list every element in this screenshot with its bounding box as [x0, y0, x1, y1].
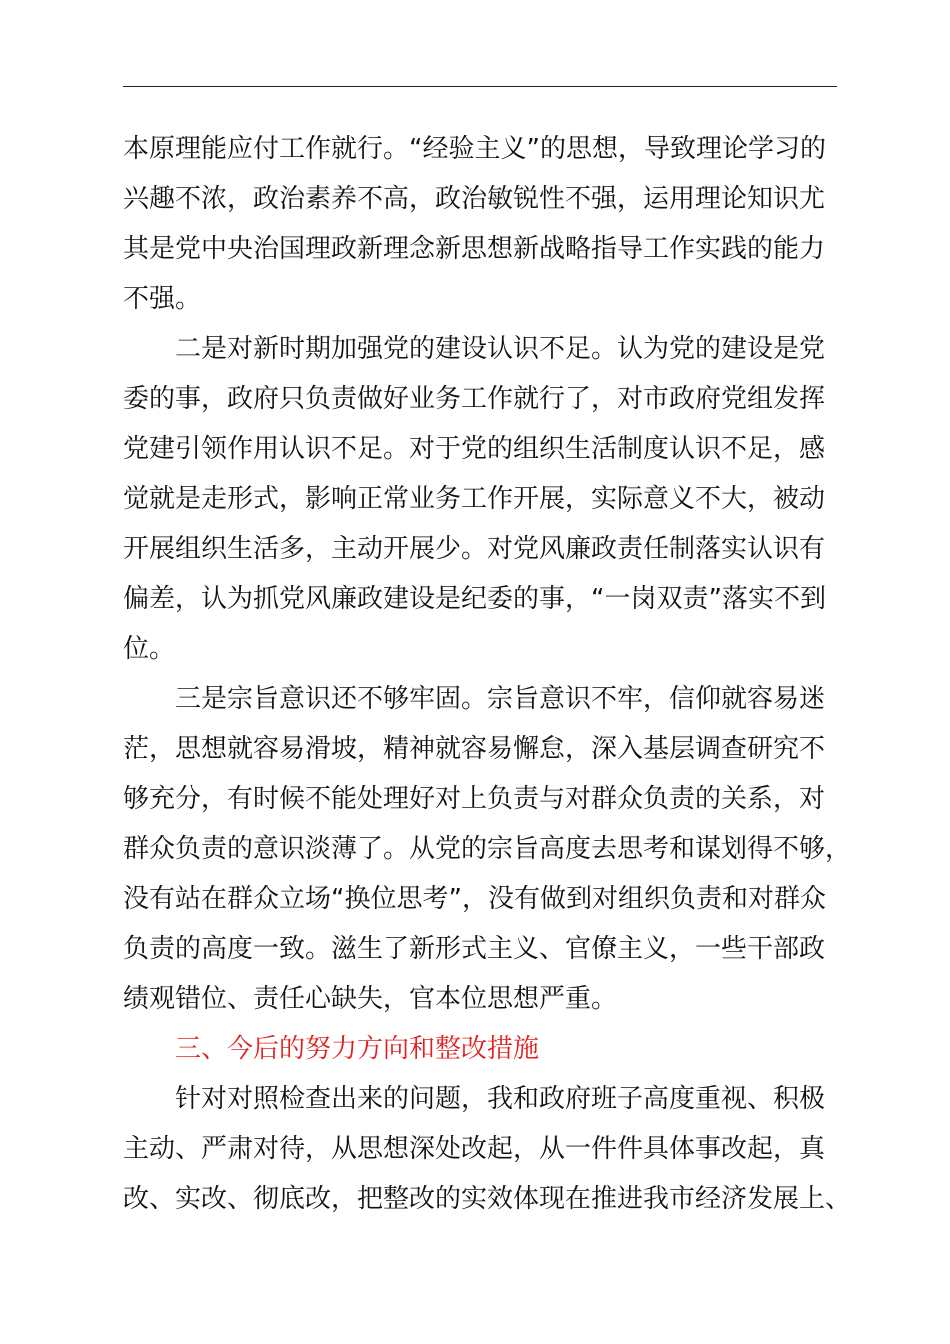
- text-line: 开展组织生活多，主动开展少。对党风廉政责任制落实认识有: [123, 534, 826, 564]
- text-line: 本原理能应付工作就行。“经验主义”的思想，导致理论学习的: [123, 134, 826, 164]
- paragraph-start-line: 三是宗旨意识还不够牢固。宗旨意识不牢，信仰就容易迷: [175, 684, 826, 714]
- text-line: 党建引领作用认识不足。对于党的组织生活制度认识不足，感: [123, 434, 826, 464]
- section-heading: 三、今后的努力方向和整改措施: [175, 1034, 540, 1064]
- text-line: 兴趣不浓，政治素养不高，政治敏锐性不强，运用理论知识尤: [123, 184, 826, 214]
- text-line: 改、实改、彻底改，把整改的实效体现在推进我市经济发展上、: [123, 1184, 852, 1214]
- text-line: 不强。: [123, 284, 202, 314]
- text-line: 位。: [123, 634, 176, 664]
- text-line: 委的事，政府只负责做好业务工作就行了，对市政府党组发挥: [123, 384, 826, 414]
- document-body: [123, 124, 852, 1224]
- text-line: 觉就是走形式，影响正常业务工作开展，实际意义不大，被动: [123, 484, 826, 514]
- paragraph-start-line: 针对对照检查出来的问题，我和政府班子高度重视、积极: [175, 1084, 826, 1114]
- text-line: 其是党中央治国理政新理念新思想新战略指导工作实践的能力: [123, 234, 826, 264]
- text-line: 没有站在群众立场“换位思考”，没有做到对组织负责和对群众: [123, 884, 826, 914]
- text-line: 偏差，认为抓党风廉政建设是纪委的事，“一岗双责”落实不到: [123, 584, 826, 614]
- text-line: 茫，思想就容易滑坡，精神就容易懈怠，深入基层调查研究不: [123, 734, 826, 764]
- text-line: 绩观错位、责任心缺失，官本位思想严重。: [123, 984, 618, 1014]
- text-line: 够充分，有时候不能处理好对上负责与对群众负责的关系，对: [123, 784, 826, 814]
- text-line: 主动、严肃对待，从思想深处改起，从一件件具体事改起，真: [123, 1134, 826, 1164]
- text-line: 群众负责的意识淡薄了。从党的宗旨高度去思考和谋划得不够，: [123, 834, 852, 864]
- text-line: 负责的高度一致。滋生了新形式主义、官僚主义，一些干部政: [123, 934, 826, 964]
- paragraph-start-line: 二是对新时期加强党的建设认识不足。认为党的建设是党: [175, 334, 826, 364]
- header-rule: [123, 86, 837, 87]
